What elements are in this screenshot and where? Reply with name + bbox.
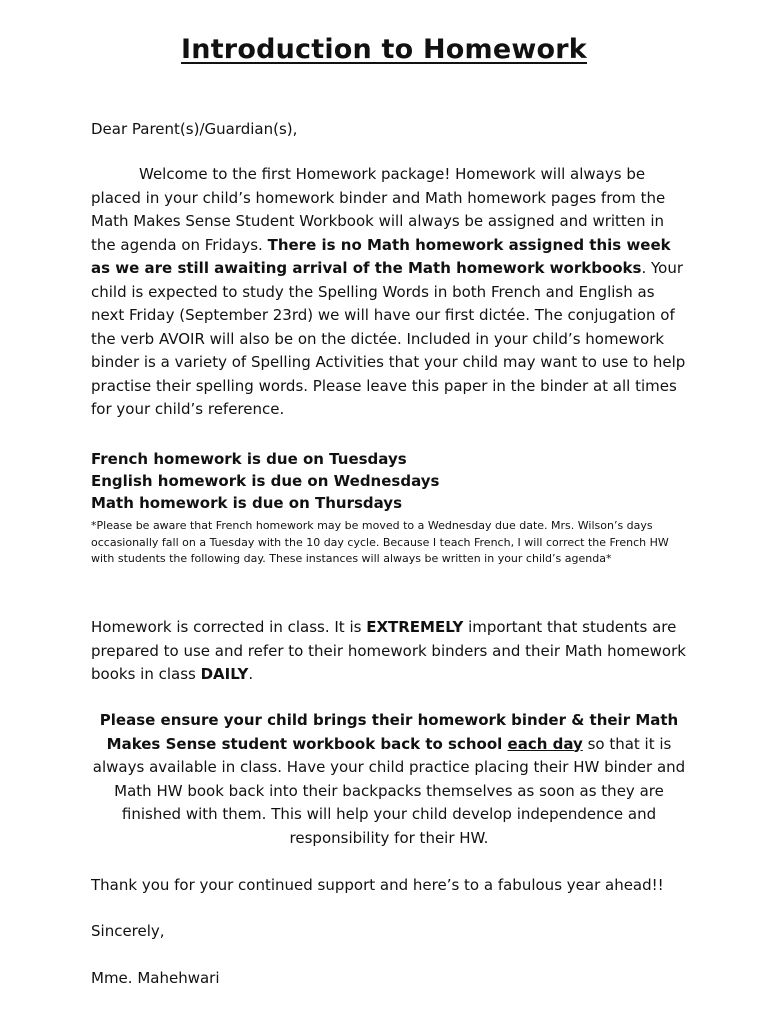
signature-name: Mme. Mahehwari [91,969,220,987]
daily-emphasis: DAILY [200,665,249,683]
ensure-paragraph [84,709,694,850]
intro-text-part1: Welcome to the first Homework package! Homework will always be placed in your child’s homework binder and Math homework pages from the Math Makes Sense Student Workbook will always be assigned and written in the agenda on Fridays. [91,165,666,254]
ensure-rest-text: so that it is always available in class. Have your child practice placing their HW binder and Math HW book back into their backpacks themselves as soon as they are finished with them. This will help your child develop independence and responsibility for their HW. [92,734,686,847]
salutation: Dear Parent(s)/Guardian(s), [91,120,298,138]
ensure-bold-text: Please ensure your child brings their homework binder & their Math Makes Sense student workbook back to school [99,711,679,753]
intro-paragraph [91,163,691,422]
extremely-emphasis: EXTREMELY [366,618,464,636]
corrected-text-end: . [248,665,254,683]
closing: Sincerely, [91,922,165,940]
intro-text-part2: . Your child is expected to study the Spelling Words in both French and English as next Friday (September 23rd) we will have our first dictée. The conjugation of the verb AVOIR will also be on the dictée. Included in your child’s homework binder is a variety of Spelling Activities that your child may want to use to help practise their spelling words. Please leave this paper in the binder at all times for your child’s reference. [91,259,686,418]
due-math: Math homework is due on Thursdays [91,494,402,512]
due-french: French homework is due on Tuesdays [91,450,407,468]
wednesday-note: *Please be aware that French homework may be moved to a Wednesday due date. Mrs. Wilson’s days occasionally fall on a Tuesday with the 10 day cycle. Because I teach French, I will correct the French HW with students the following day. These instances will always be written in your child’s agenda* [91,519,669,565]
corrected-paragraph [91,616,691,687]
page-title: Introduction to Homework [181,34,587,65]
corrected-text-part2: important that students are prepared to use and refer to their homework binders and their Math homework books in class [91,618,686,683]
intro-bold-notice: There is no Math homework assigned this week as we are still awaiting arrival of the Math homework workbooks [91,235,671,277]
due-english: English homework is due on Wednesdays [91,472,440,490]
thanks-line: Thank you for your continued support and here’s to a fabulous year ahead!! [91,876,664,894]
each-day-emphasis: each day [507,734,583,753]
due-dates-list [91,448,691,514]
corrected-text-part1: Homework is corrected in class. It is [91,618,367,636]
